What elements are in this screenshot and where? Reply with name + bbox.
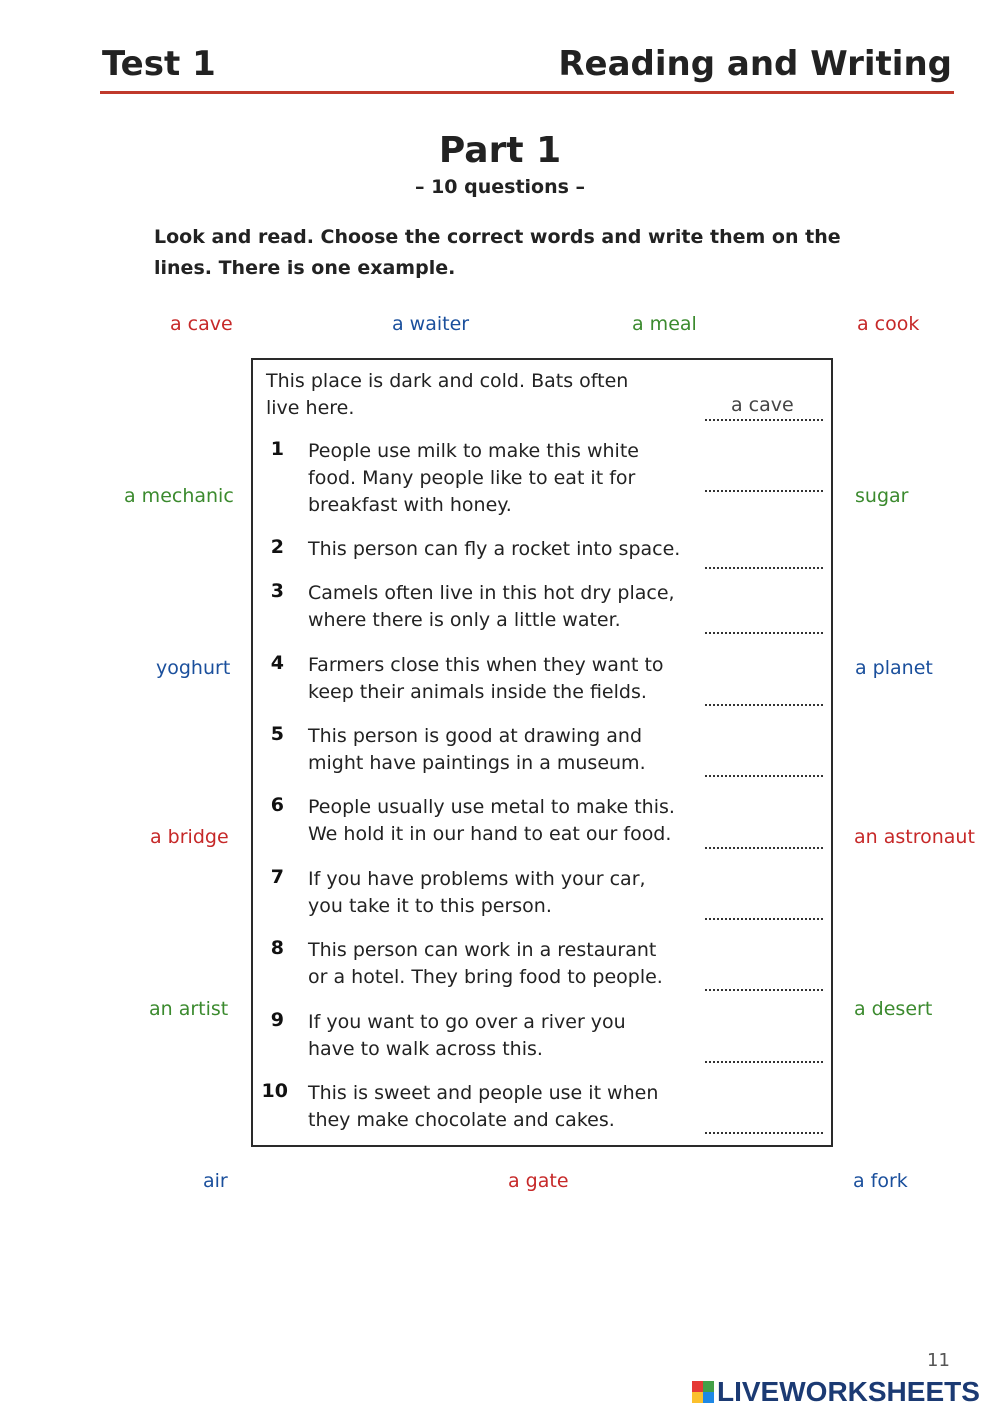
question-line: where there is only a little water. (308, 609, 621, 631)
question-text (308, 723, 646, 777)
question-line: they make chocolate and cakes. (308, 1109, 615, 1131)
logo-text: LIVEWORKSHEETS (717, 1376, 980, 1407)
answer-line-4[interactable] (705, 692, 823, 706)
question-number: 7 (270, 866, 284, 888)
word-an-artist: an artist (149, 998, 229, 1020)
question-number: 10 (261, 1080, 288, 1102)
word-a-cave: a cave (170, 313, 233, 335)
answer-line-3[interactable] (705, 620, 823, 634)
word-a-cook: a cook (857, 313, 920, 335)
answer-line-5[interactable] (705, 763, 823, 777)
question-line: If you want to go over a river you (308, 1011, 626, 1033)
answer-line-10[interactable] (705, 1120, 823, 1134)
questions-box (251, 358, 833, 1147)
word-a-waiter: a waiter (392, 313, 470, 335)
question-text (308, 438, 639, 519)
word-an-astronaut: an astronaut (854, 826, 975, 848)
instructions: Look and read. Choose the correct words and write them on the lines. There is one example. (154, 226, 841, 279)
word-a-desert: a desert (854, 998, 933, 1020)
example-line-1: This place is dark and cold. Bats often (266, 370, 629, 392)
question-line: food. Many people like to eat it for (308, 467, 636, 489)
answer-line-2[interactable] (705, 555, 823, 569)
question-text (308, 536, 680, 563)
example-text (266, 368, 628, 422)
question-text (308, 652, 664, 706)
word-sugar: sugar (855, 485, 909, 507)
word-a-mechanic: a mechanic (124, 485, 234, 507)
liveworksheets-logo (692, 1376, 980, 1408)
question-line: People use milk to make this white (308, 440, 639, 462)
question-line: Camels often live in this hot dry place, (308, 582, 675, 604)
question-line: might have paintings in a museum. (308, 752, 646, 774)
question-line: or a hotel. They bring food to people. (308, 966, 663, 988)
question-line: If you have problems with your car, (308, 868, 646, 890)
word-yoghurt: yoghurt (156, 657, 231, 679)
example-answer-line (705, 407, 823, 421)
question-number: 9 (270, 1009, 284, 1031)
question-line: breakfast with honey. (308, 494, 512, 516)
question-line: Farmers close this when they want to (308, 654, 664, 676)
question-line: We hold it in our hand to eat our food. (308, 823, 672, 845)
answer-line-6[interactable] (705, 835, 823, 849)
word-a-meal: a meal (632, 313, 697, 335)
question-number: 4 (270, 652, 284, 674)
question-text (308, 866, 646, 920)
question-text (308, 794, 675, 848)
page-number: 11 (927, 1350, 950, 1371)
word-air: air (203, 1170, 228, 1192)
section-title: Reading and Writing (558, 44, 952, 84)
question-line: keep their animals inside the fields. (308, 681, 647, 703)
question-number: 8 (270, 937, 284, 959)
question-text (308, 1009, 626, 1063)
word-a-gate: a gate (508, 1170, 569, 1192)
logo-icon (692, 1381, 714, 1403)
question-line: This is sweet and people use it when (308, 1082, 659, 1104)
answer-line-9[interactable] (705, 1049, 823, 1063)
question-text (308, 937, 663, 991)
question-text (308, 580, 675, 634)
header-divider (100, 91, 954, 94)
test-title: Test 1 (102, 44, 216, 84)
word-a-planet: a planet (855, 657, 933, 679)
example-line-2: live here. (266, 397, 355, 419)
question-line: People usually use metal to make this. (308, 796, 675, 818)
answer-line-7[interactable] (705, 906, 823, 920)
word-a-bridge: a bridge (150, 826, 229, 848)
part-title: Part 1 (438, 130, 562, 171)
question-line: you take it to this person. (308, 895, 552, 917)
answer-line-8[interactable] (705, 977, 823, 991)
question-number: 3 (270, 580, 284, 602)
question-line: have to walk across this. (308, 1038, 543, 1060)
question-line: This person can work in a restaurant (308, 939, 657, 961)
word-a-fork: a fork (853, 1170, 908, 1192)
question-text (308, 1080, 658, 1134)
part-subtitle: – 10 questions – (414, 176, 586, 198)
question-number: 1 (270, 438, 284, 460)
question-line: This person can fly a rocket into space. (308, 538, 681, 560)
answer-line-1[interactable] (705, 478, 823, 492)
example-answer: a cave (731, 394, 794, 416)
question-number: 2 (270, 536, 284, 558)
question-number: 6 (270, 794, 284, 816)
question-number: 5 (270, 723, 284, 745)
question-line: This person is good at drawing and (308, 725, 643, 747)
